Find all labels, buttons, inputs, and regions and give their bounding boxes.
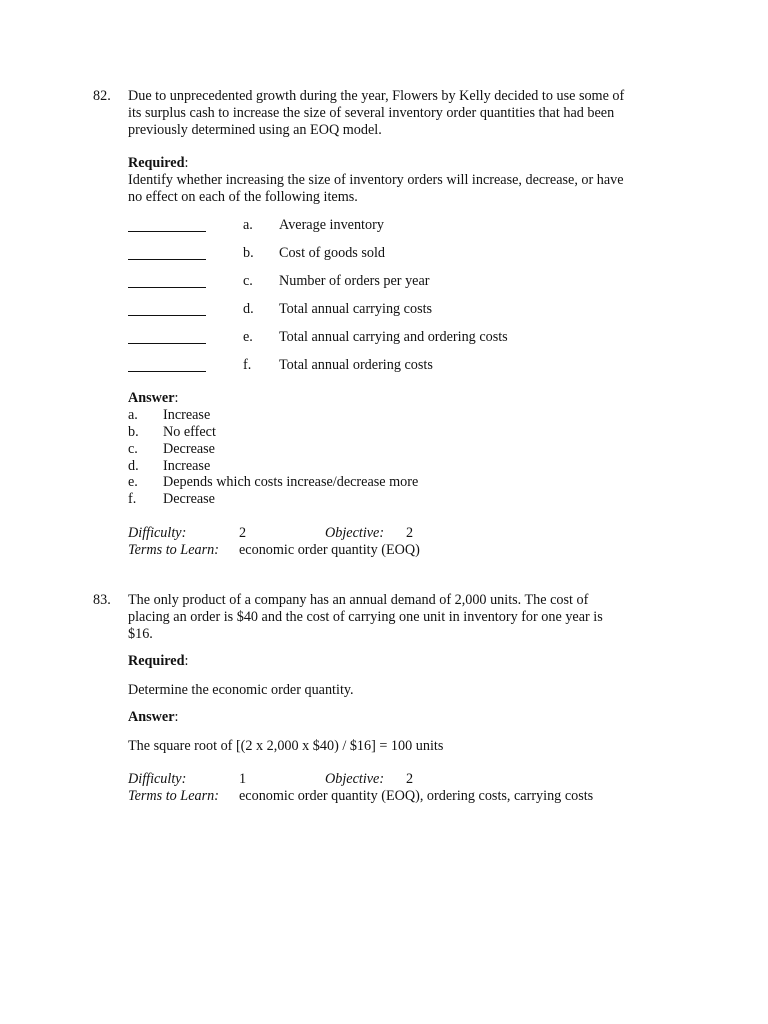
objective-label: Objective: xyxy=(325,525,385,541)
question-text-line: placing an order is $40 and the cost of carrying one unit in inventory for one year is xyxy=(128,609,603,625)
answer-text: Decrease xyxy=(163,441,215,457)
question-text-line: previously determined using an EOQ model. xyxy=(128,122,382,138)
answer-blank xyxy=(128,301,206,316)
answer-text: No effect xyxy=(163,424,216,440)
required-label: Required xyxy=(128,653,185,669)
required-heading: Required: xyxy=(128,653,189,669)
instruction-line: Determine the economic order quantity. xyxy=(128,682,354,698)
item-letter: e. xyxy=(243,329,253,345)
answer-letter: d. xyxy=(128,458,139,474)
item-text: Total annual ordering costs xyxy=(279,357,433,373)
terms-label: Terms to Learn: xyxy=(128,788,219,804)
item-text: Total annual carrying and ordering costs xyxy=(279,329,508,345)
answer-text: Depends which costs increase/decrease more xyxy=(163,474,419,490)
answer-label: Answer xyxy=(128,390,175,406)
terms-value: economic order quantity (EOQ) xyxy=(239,542,420,558)
item-letter: f. xyxy=(243,357,252,373)
item-letter: c. xyxy=(243,273,253,289)
question-number: 83. xyxy=(93,592,111,608)
answer-text: Increase xyxy=(163,458,211,474)
objective-value: 2 xyxy=(406,771,414,787)
answer-text: Increase xyxy=(163,407,211,423)
item-letter: b. xyxy=(243,245,254,261)
answer-blank xyxy=(128,217,206,232)
answer-letter: b. xyxy=(128,424,139,440)
objective-value: 2 xyxy=(406,525,414,541)
required-label: Required xyxy=(128,155,185,171)
question-text-line: Due to unprecedented growth during the year, Flowers by Kelly decided to use some of xyxy=(128,88,625,104)
instruction-line: Identify whether increasing the size of inventory orders will increase, decrease, or have xyxy=(128,172,624,188)
answer-letter: e. xyxy=(128,474,138,490)
answer-letter: a. xyxy=(128,407,138,423)
item-text: Number of orders per year xyxy=(279,273,430,289)
answer-blank xyxy=(128,273,206,288)
answer-blank xyxy=(128,329,206,344)
difficulty-value: 1 xyxy=(239,771,247,787)
terms-value: economic order quantity (EOQ), ordering costs, carrying costs xyxy=(239,788,594,804)
item-letter: a. xyxy=(243,217,253,233)
difficulty-value: 2 xyxy=(239,525,247,541)
terms-label: Terms to Learn: xyxy=(128,542,219,558)
objective-label: Objective: xyxy=(325,771,385,787)
question-number: 82. xyxy=(93,88,111,104)
item-letter: d. xyxy=(243,301,254,317)
question-text-line: its surplus cash to increase the size of several inventory order quantities that had been xyxy=(128,105,615,121)
item-text: Total annual carrying costs xyxy=(279,301,433,317)
item-text: Average inventory xyxy=(279,217,384,233)
difficulty-label: Difficulty: xyxy=(128,771,187,787)
answer-blank xyxy=(128,245,206,260)
instruction-line: no effect on each of the following items. xyxy=(128,189,358,205)
answer-text: The square root of [(2 x 2,000 x $40) / $16] = 100 units xyxy=(128,738,444,754)
answer-letter: c. xyxy=(128,441,138,457)
question-text-line: The only product of a company has an annual demand of 2,000 units. The cost of xyxy=(128,592,589,608)
question-text-line: $16. xyxy=(128,626,153,642)
answer-letter: f. xyxy=(128,491,137,507)
answer-label: Answer xyxy=(128,709,175,725)
required-heading: Required: xyxy=(128,155,189,171)
answer-text: Decrease xyxy=(163,491,215,507)
answer-heading: Answer: xyxy=(128,390,179,406)
difficulty-label: Difficulty: xyxy=(128,525,187,541)
answer-blank xyxy=(128,357,206,372)
answer-heading: Answer: xyxy=(128,709,179,725)
item-text: Cost of goods sold xyxy=(279,245,386,261)
